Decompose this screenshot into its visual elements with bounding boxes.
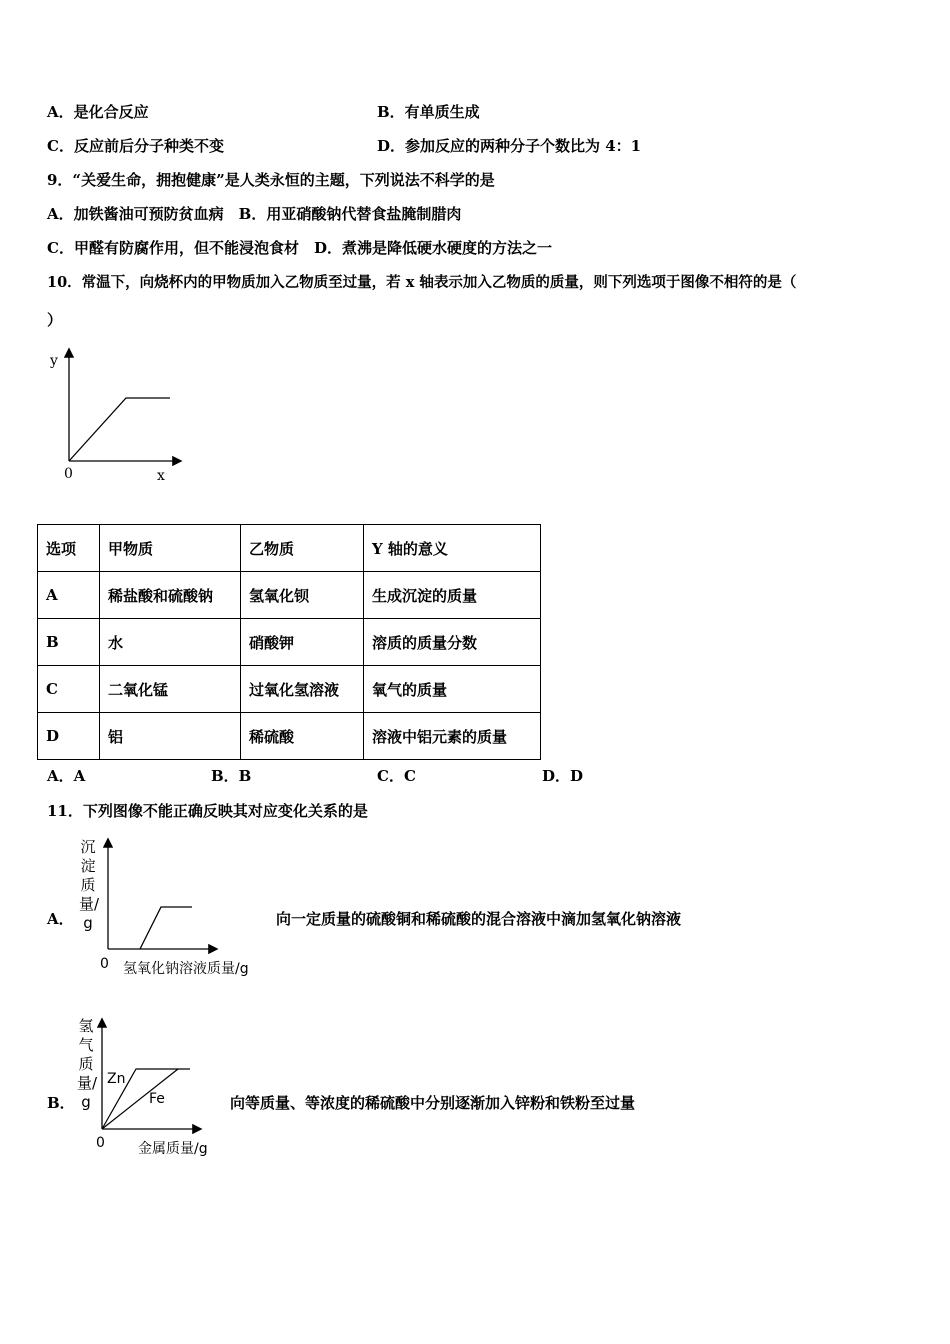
table-header-cell: 选项	[38, 525, 100, 572]
q9-options-line1: A．加铁酱油可预防贫血病 B．用亚硝酸钠代替食盐腌制腊肉	[47, 205, 462, 223]
q11a-y-label: 沉淀质量/g	[79, 838, 100, 932]
q11a-curve	[140, 907, 192, 949]
table-cell: 铝	[100, 713, 241, 760]
table-row	[38, 666, 541, 713]
table-row	[38, 619, 541, 666]
table-cell: 氧气的质量	[364, 666, 541, 713]
table-cell: 稀硫酸	[241, 713, 364, 760]
q11a-description: 向一定质量的硫酸铜和稀硫酸的混合溶液中滴加氢氧化钠溶液	[276, 910, 682, 928]
q11b-zn-label: Zn	[107, 1071, 126, 1087]
table-row	[38, 713, 541, 760]
q10-stem-line2: ）	[47, 311, 63, 329]
q10-curve	[69, 398, 170, 461]
table-header-cell: 乙物质	[241, 525, 364, 572]
table-cell: B	[38, 619, 100, 666]
table-cell: 过氧化氢溶液	[241, 666, 364, 713]
table-header-cell: 甲物质	[100, 525, 241, 572]
q8-option-b: B．有单质生成	[377, 103, 480, 121]
q10-y-label: y	[50, 353, 58, 369]
table-cell: 溶液中铝元素的质量	[364, 713, 541, 760]
table-row	[38, 572, 541, 619]
table-cell: 水	[100, 619, 241, 666]
table-header-row	[38, 525, 541, 572]
q11-stem: 11．下列图像不能正确反映其对应变化关系的是	[47, 802, 368, 820]
q11a-letter: A．	[47, 910, 74, 928]
q11b-description: 向等质量、等浓度的稀硫酸中分别逐渐加入锌粉和铁粉至过量	[230, 1094, 636, 1112]
q8-option-a: A．是化合反应	[47, 103, 149, 121]
q8-option-d: D．参加反应的两种分子个数比为 4：1	[377, 137, 642, 155]
table-cell: 硝酸钾	[241, 619, 364, 666]
q10-stem-line1: 10．常温下，向烧杯内的甲物质加入乙物质至过量，若 x 轴表示加入乙物质的质量，则下列选项于图像不相符的是（	[47, 274, 797, 291]
table-cell: 氢氧化钡	[241, 572, 364, 619]
q11b-x-label: 金属质量/g	[138, 1141, 208, 1157]
q10-answer-d: D．D	[542, 767, 584, 785]
q10-x-label: x	[157, 468, 165, 484]
q11b-fe-label: Fe	[149, 1091, 165, 1107]
q11b-origin-label: 0	[96, 1135, 105, 1151]
q8-option-c: C．反应前后分子种类不变	[47, 137, 224, 155]
q11b-letter: B．	[47, 1094, 75, 1112]
table-cell: 稀盐酸和硫酸钠	[100, 572, 241, 619]
q9-stem: 9．“关爱生命，拥抱健康”是人类永恒的主题，下列说法不科学的是	[47, 171, 495, 189]
q11b-y-label: 氢气质量/g	[77, 1017, 98, 1111]
table-cell: A	[38, 572, 100, 619]
q10-options-table	[37, 524, 541, 760]
q10-answer-b: B．B	[211, 767, 252, 785]
table-header-cell: Y 轴的意义	[364, 525, 541, 572]
table-cell: D	[38, 713, 100, 760]
table-cell: 溶质的质量分数	[364, 619, 541, 666]
q11a-origin-label: 0	[100, 956, 109, 972]
table-cell: C	[38, 666, 100, 713]
q9-options-line2: C．甲醛有防腐作用，但不能浸泡食材 D．煮沸是降低硬水硬度的方法之一	[47, 239, 552, 257]
q11a-x-label: 氢氧化钠溶液质量/g	[123, 961, 249, 977]
q10-origin-label: 0	[64, 466, 73, 482]
q10-answer-a: A．A	[47, 767, 86, 785]
table-cell: 二氧化锰	[100, 666, 241, 713]
q10-answer-c: C．C	[377, 767, 416, 785]
table-cell: 生成沉淀的质量	[364, 572, 541, 619]
